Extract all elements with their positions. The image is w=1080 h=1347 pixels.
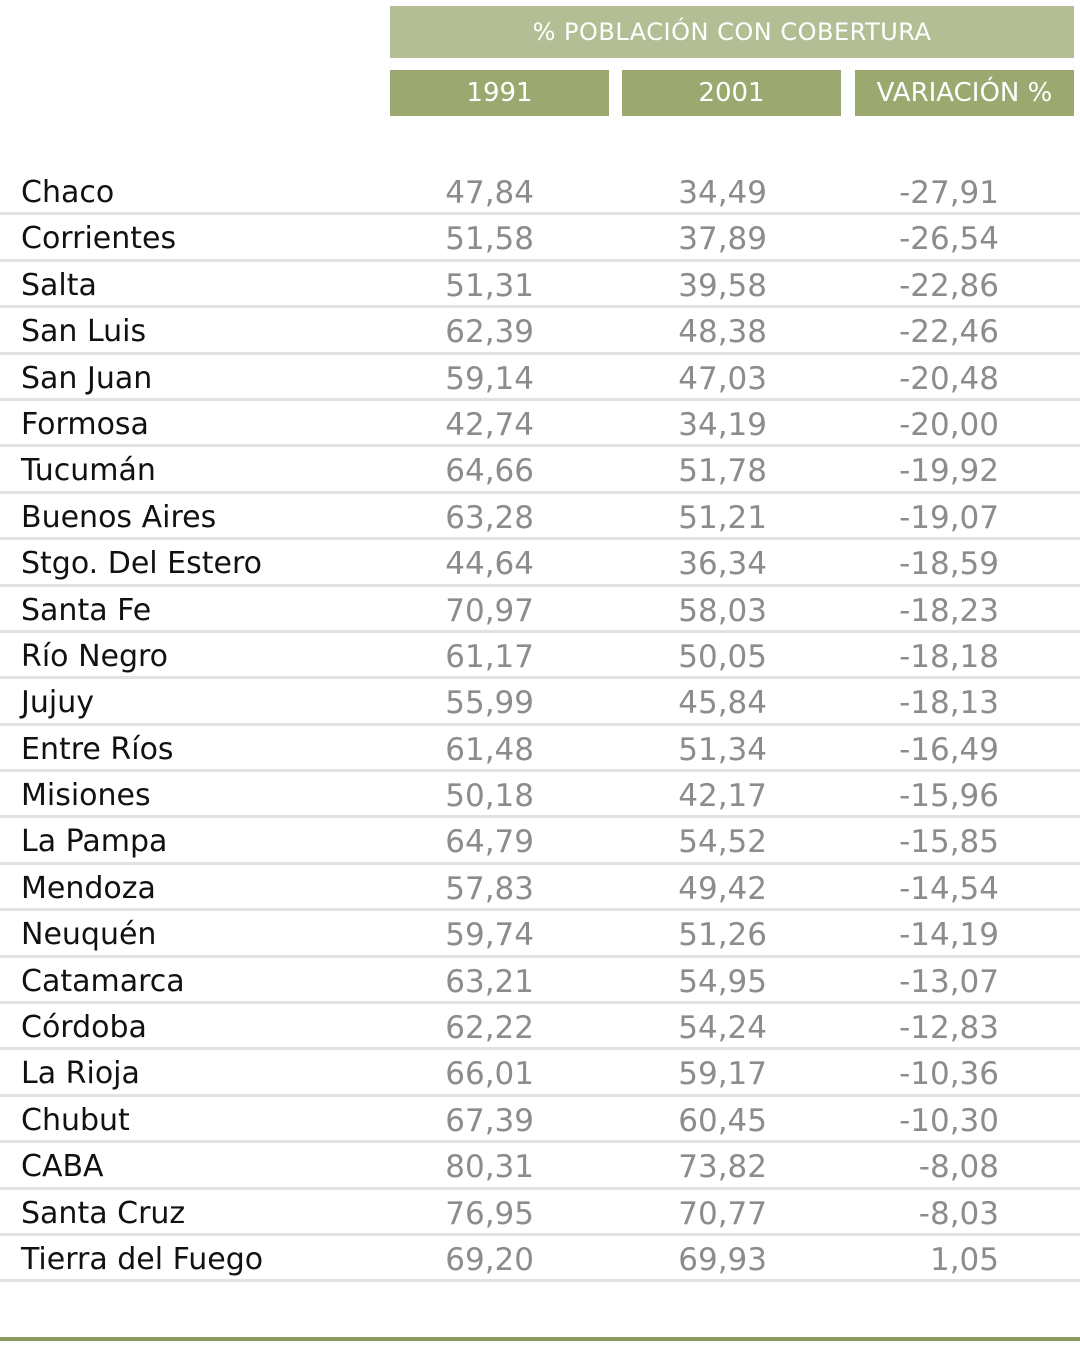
value-variation: -15,96: [899, 778, 999, 815]
value-variation: -13,07: [899, 963, 999, 1000]
value-variation: -22,86: [899, 267, 999, 304]
value-2001: 47,03: [678, 360, 767, 397]
value-variation: -15,85: [899, 824, 999, 861]
value-variation: -20,48: [899, 360, 999, 397]
value-variation: -22,46: [899, 314, 999, 351]
value-1991: 70,97: [445, 592, 534, 629]
value-variation: -8,08: [918, 1149, 999, 1186]
value-1991: 55,99: [445, 685, 534, 722]
province-name: San Juan: [21, 360, 153, 396]
value-2001: 69,93: [678, 1241, 767, 1278]
value-2001: 49,42: [678, 870, 767, 907]
value-variation: -18,23: [899, 592, 999, 629]
value-variation: -14,54: [899, 870, 999, 907]
value-2001: 34,49: [678, 175, 767, 211]
value-1991: 59,74: [445, 917, 534, 954]
table-row: [0, 169, 1080, 215]
table-row: [0, 818, 1080, 864]
province-name: Santa Fe: [21, 592, 152, 628]
province-name: Chaco: [21, 175, 115, 210]
value-variation: -14,19: [899, 917, 999, 954]
value-2001: 51,78: [678, 453, 767, 490]
value-2001: 58,03: [678, 592, 767, 629]
footer-divider: [0, 1337, 1080, 1341]
table-row: [0, 772, 1080, 818]
province-name: Tierra del Fuego: [21, 1241, 264, 1277]
value-1991: 63,21: [445, 963, 534, 1000]
value-2001: 42,17: [678, 778, 767, 815]
table-row: [0, 1236, 1080, 1282]
value-1991: 44,64: [445, 546, 534, 583]
value-1991: 69,20: [445, 1241, 534, 1278]
value-2001: 51,26: [678, 917, 767, 954]
province-name: Neuquén: [21, 917, 157, 953]
value-1991: 62,39: [445, 314, 534, 351]
province-name: Corrientes: [21, 221, 177, 257]
value-2001: 54,24: [678, 1010, 767, 1047]
province-name: San Luis: [21, 314, 147, 350]
table-row: [0, 1097, 1080, 1143]
value-variation: -18,13: [899, 685, 999, 722]
value-1991: 50,18: [445, 778, 534, 815]
province-name: Río Negro: [21, 638, 169, 674]
province-name: Stgo. Del Estero: [21, 546, 263, 582]
table-row: [0, 958, 1080, 1004]
table-row: [0, 1050, 1080, 1096]
value-2001: 73,82: [678, 1149, 767, 1186]
column-header-1991: 1991: [390, 70, 609, 116]
value-2001: 60,45: [678, 1102, 767, 1139]
value-1991: 59,14: [445, 360, 534, 397]
value-1991: 47,84: [445, 175, 534, 211]
value-2001: 39,58: [678, 267, 767, 304]
value-1991: 62,22: [445, 1010, 534, 1047]
table-row: [0, 447, 1080, 493]
province-name: Santa Cruz: [21, 1195, 186, 1231]
value-1991: 67,39: [445, 1102, 534, 1139]
value-1991: 61,17: [445, 638, 534, 675]
value-2001: 54,52: [678, 824, 767, 861]
table-row: [0, 911, 1080, 957]
province-name: Tucumán: [21, 453, 156, 489]
table-row: [0, 726, 1080, 772]
value-1991: 61,48: [445, 731, 534, 768]
value-variation: -8,03: [918, 1195, 999, 1232]
value-variation: -18,59: [899, 546, 999, 583]
value-2001: 37,89: [678, 221, 767, 258]
value-variation: -16,49: [899, 731, 999, 768]
value-1991: 80,31: [445, 1149, 534, 1186]
province-name: Chubut: [21, 1102, 130, 1138]
value-variation: -10,30: [899, 1102, 999, 1139]
value-2001: 59,17: [678, 1056, 767, 1093]
province-name: Entre Ríos: [21, 731, 174, 767]
coverage-group-header: % POBLACIÓN CON COBERTURA: [390, 6, 1074, 58]
province-name: La Rioja: [21, 1056, 140, 1092]
value-variation: -10,36: [899, 1056, 999, 1093]
table-row: [0, 1190, 1080, 1236]
table-row: [0, 494, 1080, 540]
value-2001: 70,77: [678, 1195, 767, 1232]
province-name: Mendoza: [21, 870, 156, 906]
province-name: Salta: [21, 267, 97, 303]
value-1991: 63,28: [445, 499, 534, 536]
table-row: [0, 633, 1080, 679]
value-1991: 42,74: [445, 406, 534, 443]
table-row: [0, 355, 1080, 401]
value-variation: -18,18: [899, 638, 999, 675]
value-2001: 50,05: [678, 638, 767, 675]
value-variation: -26,54: [899, 221, 999, 258]
province-name: Jujuy: [21, 685, 94, 721]
table-row: [0, 1004, 1080, 1050]
value-2001: 34,19: [678, 406, 767, 443]
value-2001: 51,21: [678, 499, 767, 536]
value-1991: 51,31: [445, 267, 534, 304]
value-variation: -20,00: [899, 406, 999, 443]
value-variation: -27,91: [899, 175, 999, 211]
data-table-body: [0, 169, 1080, 1282]
table-row: [0, 308, 1080, 354]
province-name: CABA: [21, 1149, 104, 1185]
table-row: [0, 540, 1080, 586]
value-1991: 76,95: [445, 1195, 534, 1232]
province-name: Formosa: [21, 406, 149, 442]
value-2001: 36,34: [678, 546, 767, 583]
province-name: La Pampa: [21, 824, 168, 860]
value-2001: 51,34: [678, 731, 767, 768]
table-row: [0, 865, 1080, 911]
value-1991: 51,58: [445, 221, 534, 258]
table-row: [0, 262, 1080, 308]
value-1991: 57,83: [445, 870, 534, 907]
value-2001: 54,95: [678, 963, 767, 1000]
value-2001: 48,38: [678, 314, 767, 351]
value-1991: 66,01: [445, 1056, 534, 1093]
value-variation: -19,92: [899, 453, 999, 490]
province-name: Misiones: [21, 778, 151, 814]
value-1991: 64,66: [445, 453, 534, 490]
column-header-2001: 2001: [622, 70, 841, 116]
province-name: Buenos Aires: [21, 499, 217, 535]
province-name: Córdoba: [21, 1010, 147, 1046]
value-variation: -19,07: [899, 499, 999, 536]
table-row: [0, 587, 1080, 633]
table-row: [0, 679, 1080, 725]
value-1991: 64,79: [445, 824, 534, 861]
value-variation: -12,83: [899, 1010, 999, 1047]
column-header-variation: VARIACIÓN %: [855, 70, 1074, 116]
table-row: [0, 401, 1080, 447]
table-row: [0, 215, 1080, 261]
province-name: Catamarca: [21, 963, 185, 999]
table-row: [0, 1143, 1080, 1189]
value-2001: 45,84: [678, 685, 767, 722]
value-variation: 1,05: [929, 1241, 999, 1278]
